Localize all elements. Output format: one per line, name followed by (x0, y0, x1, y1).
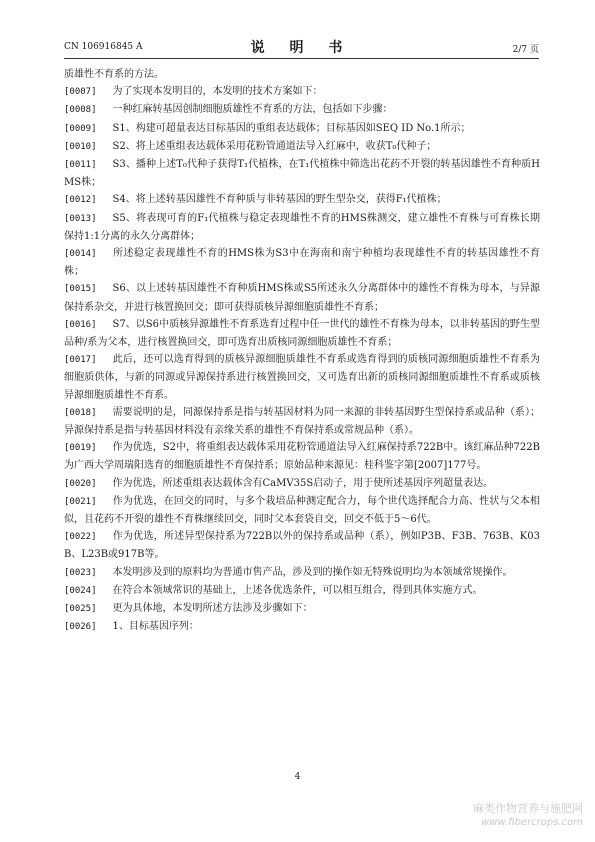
paragraph (64, 351, 540, 404)
paragraph (64, 493, 540, 528)
paragraph-number: [0010] (64, 141, 97, 152)
paragraph-number: [0020] (64, 478, 97, 489)
paragraph-text: 作为优选，S2中，将重组表达载体采用花粉管通道法导入红麻保持系722B中。该红麻品种722B为广西大学周瑞阳选育的细胞质雄性不育保持系；原始品种来源见：桂科鉴字第[2007]177号。 (64, 442, 540, 472)
paragraph (64, 83, 540, 101)
paragraph-number: [0021] (64, 496, 97, 507)
paragraph-number: [0016] (64, 319, 97, 330)
paragraph-text: 质雄性不育系的方法。 (64, 69, 164, 80)
paragraph (64, 210, 540, 245)
document-number: CN 106916845 A (64, 42, 143, 52)
paragraph (64, 101, 540, 119)
page-title: 说 明 书 (250, 40, 353, 56)
paragraph-number: [0017] (64, 355, 97, 366)
paragraph-text: 一种红麻转基因创制细胞质雄性不育系的方法，包括如下步骤： (112, 104, 393, 116)
paragraph-text: S5、将表现可育的F₁代植株与稳定表现雄性不育的HMS株测交，建立雄性不育株与可育株长期保持1:1分离的永久分离群体； (64, 212, 540, 242)
paragraph-text: 需要说明的是，同源保持系是指与转基因材料为同一来源的非转基因野生型保持系或品种（系）；异源保持系是指与转基因材料没有亲缘关系的雄性不育保持系或常规品种（系）。 (64, 406, 540, 437)
paragraph-number: [0023] (64, 567, 97, 578)
paragraph-number: [0019] (64, 443, 97, 454)
document-body (64, 66, 540, 637)
paragraph-text: 作为优选，所述重组表达载体含有CaMV35S启动子，用于使所述基因序列超量表达。 (112, 477, 494, 489)
paragraph-text: 1、目标基因序列： (112, 621, 199, 633)
paragraph (64, 600, 540, 618)
page-indicator: 2/7 页 (512, 45, 539, 55)
paragraph-number: [0007] (64, 87, 97, 98)
paragraph (64, 120, 540, 138)
paragraph-text: S3、播种上述T₀代种子获得T₁代植株，在T₁代植株中筛选出花药不开裂的转基因雄性不育种质HMS株； (64, 159, 540, 189)
paragraph-text: 所述稳定表现雄性不育的HMS株为S3中在海南和南宁种植均表现雄性不育的转基因雄性不育株； (64, 248, 540, 278)
paragraph (64, 528, 540, 563)
paragraph-number: [0025] (64, 604, 97, 615)
paragraph-number: [0018] (64, 407, 97, 418)
paragraph-number: [0014] (64, 249, 97, 260)
paragraph-text: 作为优选，所述异型保持系为722B以外的保持系或品种（系），例如P3B、F3B、763B、K03B、L23B或917B等。 (64, 531, 540, 561)
paragraph-number: [0026] (64, 622, 97, 633)
paragraph-text: 此后，还可以选育得到的质核异源细胞质雄性不育系或选育得到的质核同源细胞质雄性不育系为细胞质供体，与新的同源或异源保持系进行核置换回交，又可选育出新的质核同源细胞质雄性不育系或质核异源细胞质雄性不育系。 (64, 354, 540, 401)
paragraph-text: S2、将上述重组表达载体采用花粉管通道法导入红麻中，收获T₀代种子； (112, 140, 437, 152)
paragraph (64, 404, 540, 439)
paragraph-number: [0015] (64, 284, 97, 295)
paragraph (64, 475, 540, 493)
paragraph (64, 66, 540, 83)
paragraph-number: [0024] (64, 585, 97, 596)
page-header (64, 40, 539, 56)
watermark-site-name: 麻类作物营养与施肥网 (473, 802, 583, 815)
paragraph-text: S1、构建可超量表达目标基因的重组表达载体；目标基因如SEQ ID No.1所示； (112, 122, 471, 134)
watermark-url: www.fibercrops.com (481, 817, 583, 828)
paragraph-text: S7、以S6中质核异源雄性不育系选育过程中任一世代的雄性不育株为母本，以非转基因的野生型品种/系为父本，进行核置换回交，即可选育出质核同源细胞质雄性不育系； (64, 318, 540, 349)
paragraph-number: [0013] (64, 213, 97, 224)
paragraph (64, 280, 540, 315)
page-number: 4 (294, 772, 301, 782)
watermark (473, 802, 583, 830)
header-rule (64, 58, 539, 59)
paragraph-text: 更为具体地，本发明所述方法涉及步骤如下： (112, 603, 313, 615)
paragraph-number: [0009] (64, 123, 97, 134)
paragraph (64, 316, 540, 351)
paragraph-number: [0012] (64, 195, 97, 206)
paragraph (64, 564, 540, 582)
paragraph (64, 618, 540, 636)
paragraph-text: S4、将上述转基因雄性不育种质与非转基因的野生型杂交，获得F₁代植株； (112, 194, 447, 206)
paragraph (64, 138, 540, 156)
paragraph-text: 在符合本领域常识的基础上，上述各优选条件，可以相互组合，得到具体实施方式。 (112, 584, 483, 596)
paragraph-number: [0011] (64, 160, 97, 171)
paragraph (64, 156, 540, 191)
paragraph-text: 作为优选，在回交的同时，与多个栽培品种测定配合力，每个世代选择配合力高、性状与父本相似，且花药不开裂的雄性不育株继续回交，同时父本套袋自交，回交不低于5～6代。 (64, 495, 540, 526)
paragraph (64, 245, 540, 280)
paragraph-text: 为了实现本发明目的，本发明的技术方案如下： (112, 86, 323, 98)
paragraph (64, 439, 540, 474)
paragraph-text: S6、以上述转基因雄性不育种质HMS株或S5所述永久分离群体中的雄性不育株为母本，与异源保持系杂交，并进行核置换回交；即可获得质核异源细胞质雄性不育系； (64, 283, 540, 313)
paragraph (64, 582, 540, 600)
paragraph-text: 本发明涉及到的原料均为普通市售产品，涉及到的操作如无特殊说明均为本领域常规操作。 (112, 566, 513, 578)
paragraph (64, 191, 540, 209)
paragraph-number: [0008] (64, 105, 97, 116)
paragraph-number: [0022] (64, 532, 97, 543)
